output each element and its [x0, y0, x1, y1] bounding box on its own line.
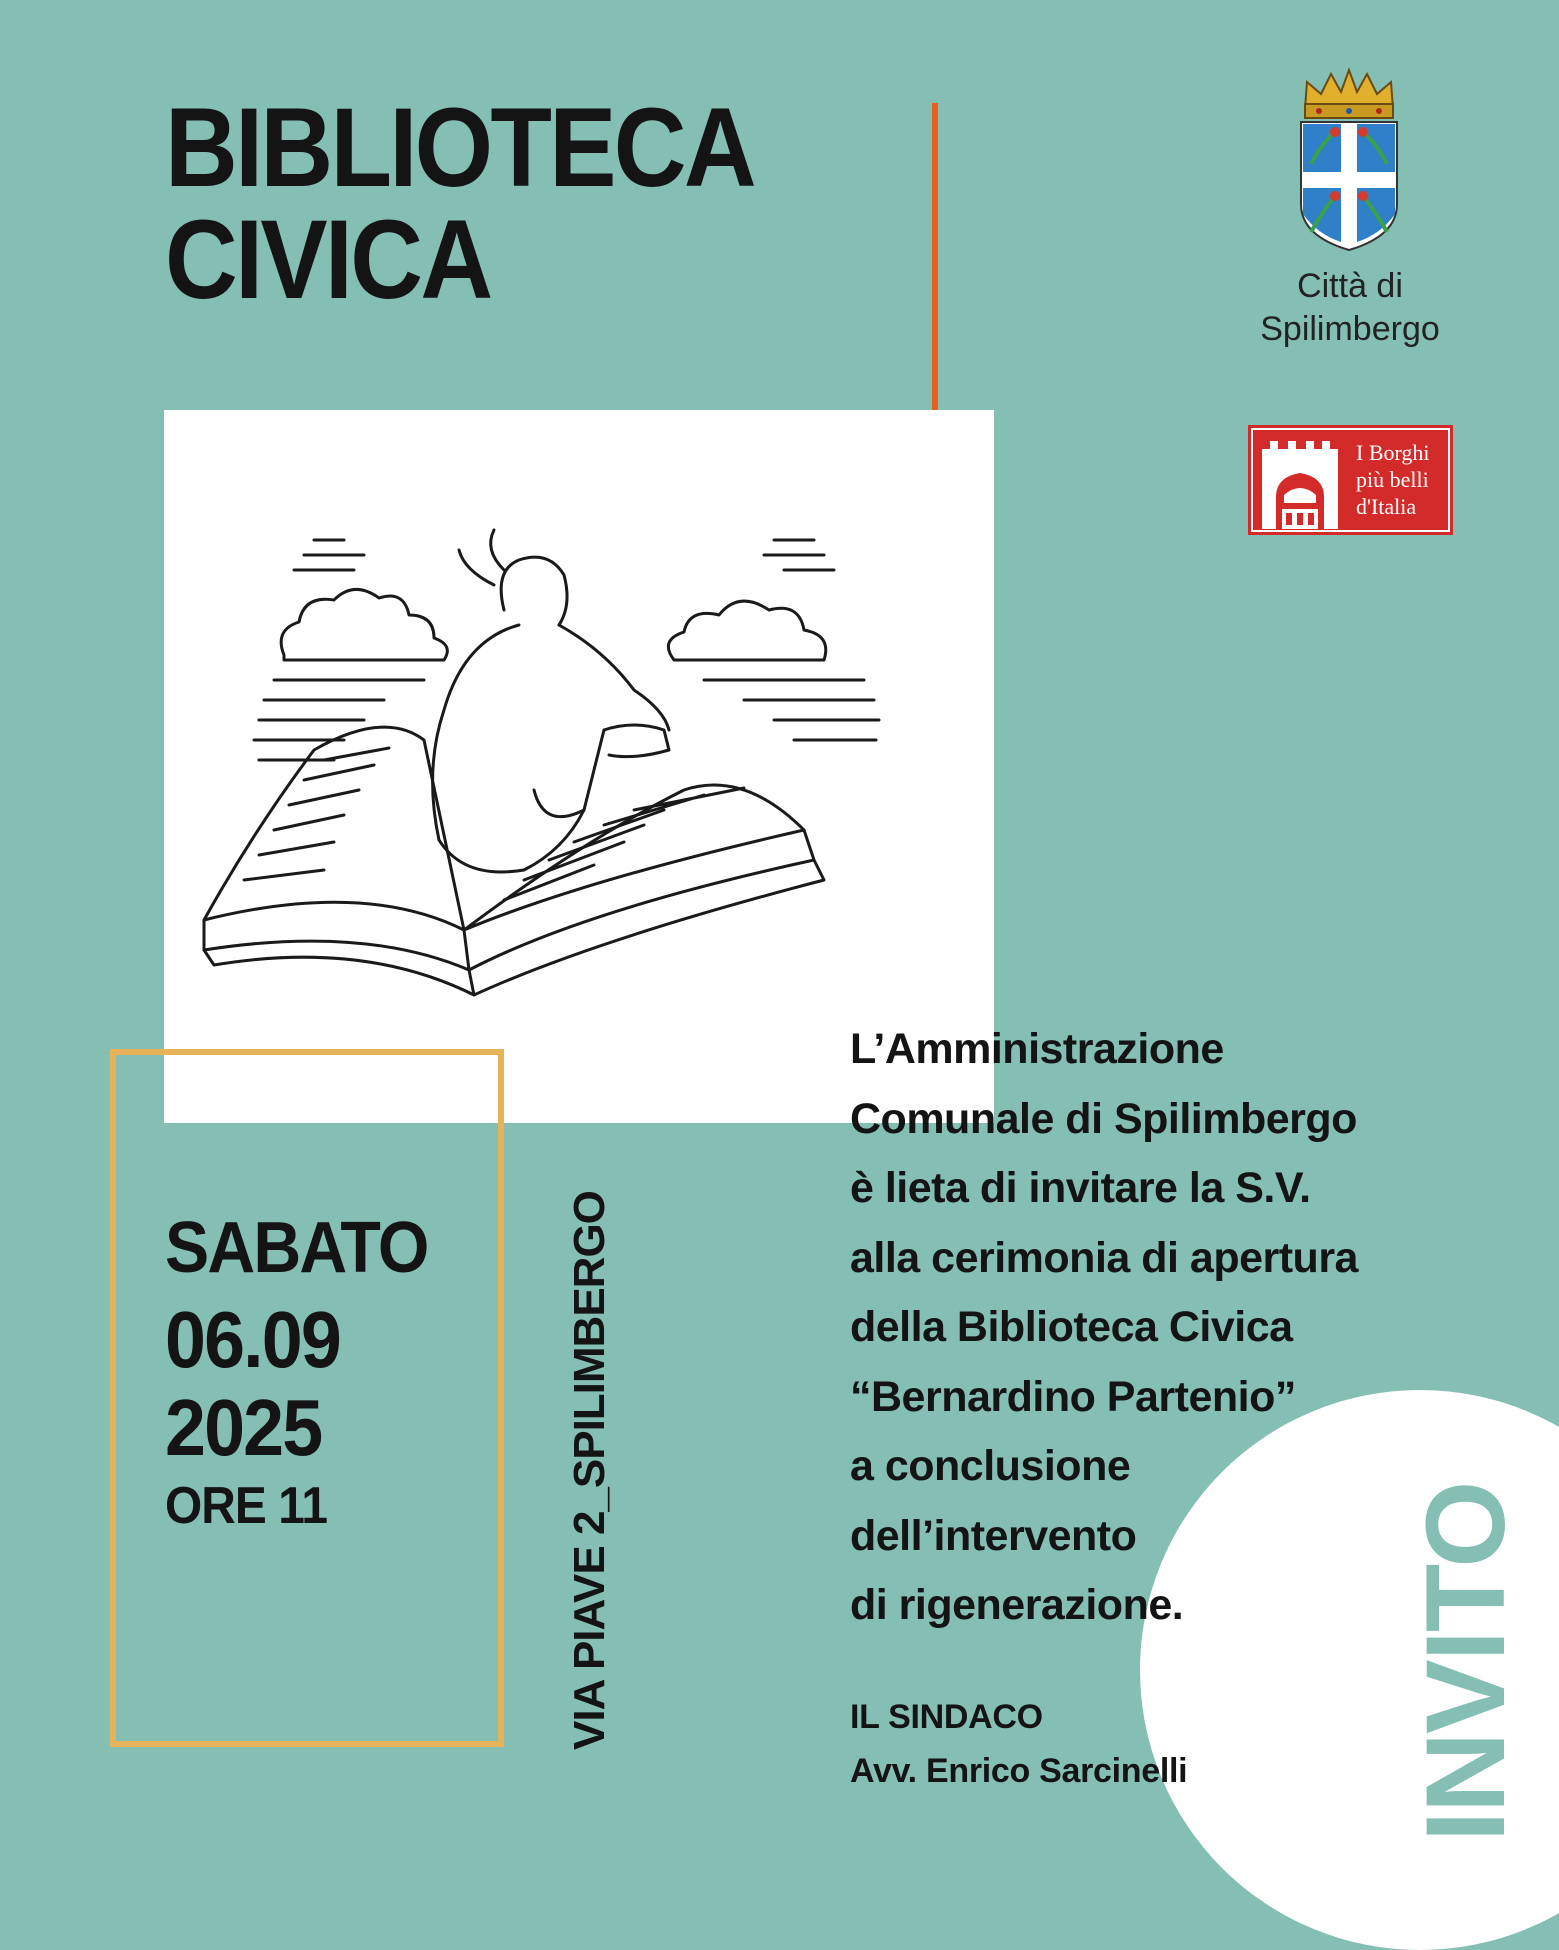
- message-line: Comunale di Spilimbergo: [850, 1094, 1357, 1143]
- signature: [850, 1690, 1187, 1798]
- city-name: [1210, 265, 1490, 351]
- event-date-block: [165, 1208, 450, 1536]
- message-line: a conclusione: [850, 1442, 1131, 1490]
- event-day: SABATO: [165, 1208, 428, 1288]
- message-line: alla cerimonia di apertura: [850, 1233, 1358, 1282]
- event-time: ORE 11: [165, 1477, 328, 1535]
- borghi-line-1: I Borghi: [1356, 440, 1430, 465]
- title-line-2: CIVICA: [165, 197, 491, 322]
- borghi-line-2: più belli: [1356, 467, 1429, 492]
- event-date: 06.09: [165, 1295, 340, 1384]
- borghi-text: [1356, 439, 1430, 520]
- borghi-line-3: d'Italia: [1356, 494, 1417, 519]
- event-year: 2025: [165, 1383, 322, 1472]
- message-line: “Bernardino Partenio”: [850, 1372, 1296, 1421]
- message-line: è lieta di invitare la S.V.: [850, 1164, 1311, 1212]
- title-line-1: BIBLIOTECA: [165, 85, 754, 210]
- city-crest-icon: [1297, 64, 1401, 259]
- signature-role: IL SINDACO: [850, 1698, 1043, 1736]
- signature-name: Avv. Enrico Sarcinelli: [850, 1752, 1188, 1790]
- page-title: [165, 85, 754, 322]
- event-address: VIA PIAVE 2_SPILIMBERGO: [565, 1191, 614, 1750]
- message-line: di rigenerazione.: [850, 1581, 1184, 1629]
- invite-label: INVITO: [1403, 1482, 1528, 1842]
- message-line: dell’intervento: [850, 1511, 1137, 1560]
- borghi-logo: [1248, 425, 1453, 535]
- invitation-message: [850, 1015, 1530, 1641]
- city-label-line-2: Spilimbergo: [1260, 310, 1440, 348]
- message-line: L’Amministrazione: [850, 1025, 1224, 1073]
- city-label-line-1: Città di: [1297, 267, 1403, 305]
- message-line: della Biblioteca Civica: [850, 1303, 1293, 1351]
